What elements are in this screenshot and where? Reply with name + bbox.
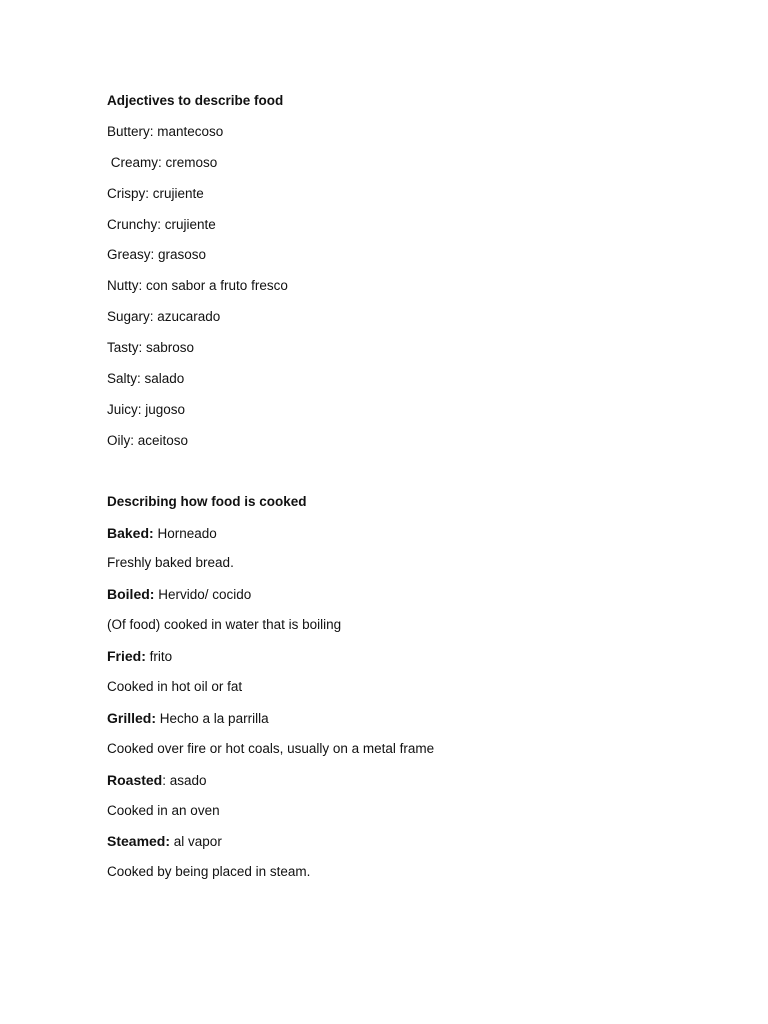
adjective-item: Salty: salado	[107, 371, 185, 387]
cooking-term: Baked:	[107, 524, 154, 541]
adjective-item: Buttery: mantecoso	[107, 123, 224, 139]
cooking-translation: frito	[145, 649, 173, 665]
cooking-term-line	[107, 832, 707, 850]
adjective-item: Creamy: cremoso	[107, 154, 218, 170]
cooking-translation: al vapor	[170, 834, 222, 850]
cooking-definition: (Of food) cooked in water that is boiling	[107, 617, 342, 633]
cooking-translation: Hervido/ cocido	[154, 587, 252, 603]
section-title-cooking: Describing how food is cooked	[107, 493, 307, 509]
cooking-term: Steamed:	[107, 833, 171, 850]
adjective-item: Crunchy: crujiente	[107, 216, 216, 232]
adjective-item: Juicy: jugoso	[107, 401, 186, 417]
cooking-term-line	[107, 524, 707, 542]
cooking-translation: Hecho a la parrilla	[156, 710, 269, 726]
cooking-term-line	[107, 709, 707, 727]
document-page	[107, 92, 707, 894]
cooking-definition: Cooked in hot oil or fat	[107, 679, 243, 695]
cooking-translation: : asado	[162, 772, 207, 788]
cooking-definition: Freshly baked bread.	[107, 555, 234, 571]
cooking-term: Grilled:	[107, 709, 157, 726]
cooking-term-line	[107, 647, 707, 665]
cooking-term: Roasted	[107, 771, 163, 788]
section-title-adjectives: Adjectives to describe food	[107, 93, 284, 108]
adjective-item: Oily: aceitoso	[107, 432, 189, 448]
adjective-item: Tasty: sabroso	[107, 340, 195, 356]
cooking-term: Fried:	[107, 648, 146, 665]
adjective-item: Greasy: grasoso	[107, 247, 207, 263]
adjective-item: Crispy: crujiente	[107, 185, 204, 201]
cooking-definition: Cooked over fire or hot coals, usually on a metal frame	[107, 740, 435, 756]
cooking-definition: Cooked in an oven	[107, 802, 220, 818]
cooking-term-line	[107, 585, 707, 603]
cooking-term: Boiled:	[107, 586, 155, 603]
adjective-item: Nutty: con sabor a fruto fresco	[107, 278, 288, 294]
section-spacer	[107, 463, 707, 493]
adjective-item: Sugary: azucarado	[107, 309, 221, 325]
cooking-translation: Horneado	[153, 525, 217, 541]
cooking-term-line	[107, 771, 707, 789]
cooking-definition: Cooked by being placed in steam.	[107, 864, 311, 880]
